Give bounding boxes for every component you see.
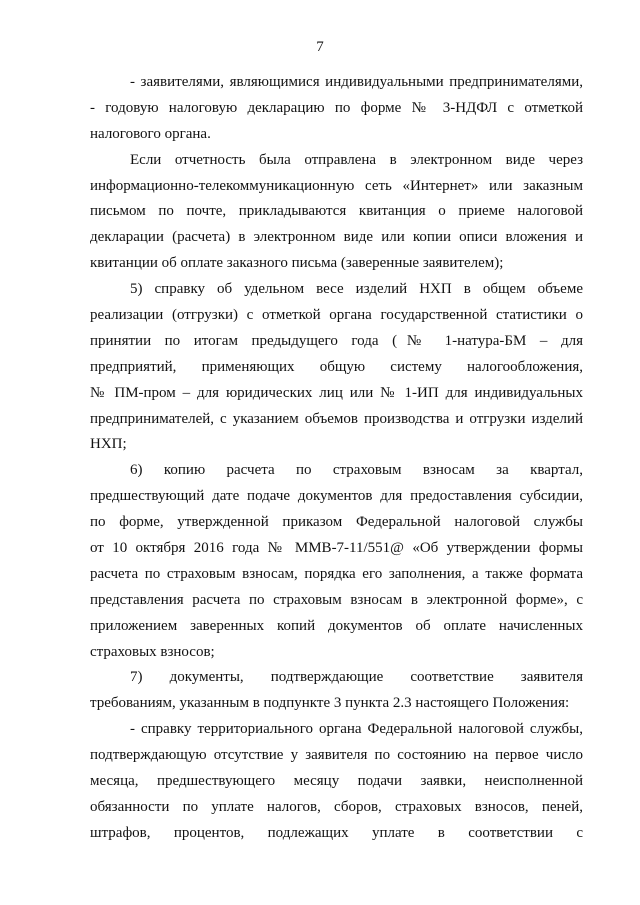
- text-line: квитанции об оплате заказного письма (заверенные заявителем);: [90, 255, 504, 272]
- text-line: налогового органа.: [90, 125, 211, 142]
- text-line: представления расчета по страховым взносам в электронной форме», с: [90, 591, 583, 608]
- text-line: расчета по страховым взносам, порядка его заполнения, а также формата: [90, 565, 583, 582]
- text-line: страховых взносов;: [90, 643, 215, 660]
- text-line: 5) справку об удельном весе изделий НХП в общем объеме: [130, 281, 583, 298]
- document-body: [90, 70, 583, 847]
- text-line: 6) копию расчета по страховым взносам за квартал,: [130, 462, 583, 479]
- text-line: письмом по почте, прикладываются квитанция о приеме налоговой: [90, 203, 583, 220]
- text-line: обязанности по уплате налогов, сборов, страховых взносов, пеней,: [90, 798, 583, 815]
- text-line: требованиям, указанным в подпункте 3 пункта 2.3 настоящего Положения:: [90, 695, 570, 712]
- text-line: декларации (расчета) в электронном виде или копии описи вложения и: [90, 229, 583, 246]
- text-line: приложением заверенных копий документов об оплате начисленных: [90, 617, 583, 634]
- text-line: 7) документы, подтверждающие соответствие заявителя: [130, 669, 583, 686]
- text-line: № ПМ-пром – для юридических лиц или № 1-ИП для индивидуальных: [90, 384, 583, 401]
- text-line: предприятий, применяющих общую систему налогообложения,: [90, 358, 583, 375]
- text-line: подтверждающую отсутствие у заявителя по состоянию на первое число: [90, 747, 583, 764]
- text-line: - справку территориального органа Федеральной налоговой службы,: [130, 721, 583, 738]
- text-line: НХП;: [90, 436, 127, 453]
- text-line: принятии по итогам предыдущего года (№ 1-натура-БМ – для: [90, 332, 583, 349]
- text-line: штрафов, процентов, подлежащих уплате в соответствии с: [90, 824, 583, 841]
- text-line: месяца, предшествующего месяцу подачи заявки, неисполненной: [90, 773, 583, 790]
- page-number: 7: [316, 39, 324, 55]
- text-line: Если отчетность была отправлена в электронном виде через: [130, 151, 583, 168]
- text-line: реализации (отгрузки) с отметкой органа государственной статистики о: [90, 307, 583, 324]
- text-line: предпринимателей, с указанием объемов производства и отгрузки изделий: [90, 410, 583, 427]
- text-line: от 10 октября 2016 года № ММВ-7-11/551@ «Об утверждении формы: [90, 540, 583, 557]
- text-line: - годовую налоговую декларацию по форме № 3-НДФЛ с отметкой: [90, 99, 583, 116]
- text-line: информационно-телекоммуникационную сеть «Интернет» или заказным: [90, 177, 583, 194]
- text-line: предшествующий дате подаче документов для предоставления субсидии,: [90, 488, 583, 505]
- text-line: по форме, утвержденной приказом Федеральной налоговой службы: [90, 514, 583, 531]
- text-line: - заявителями, являющимися индивидуальными предпринимателями,: [130, 74, 583, 90]
